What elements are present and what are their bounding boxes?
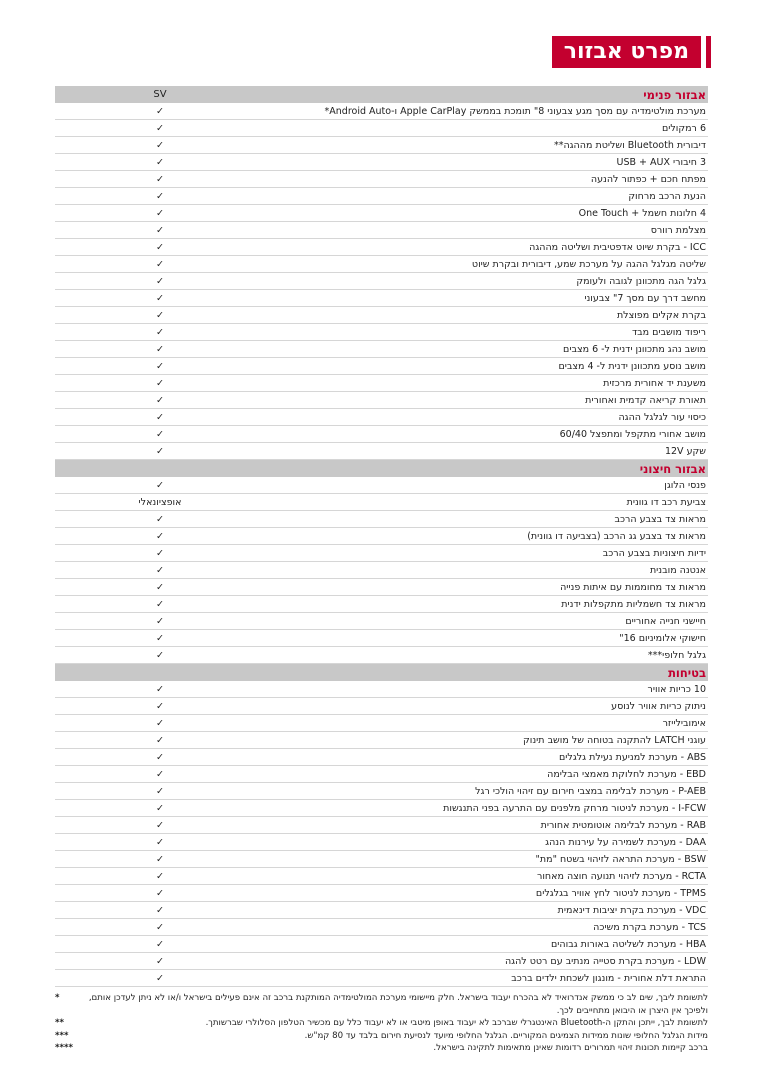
feature-name: ICC - בקרת שיוט אדפטיבית ושליטה מההגה (529, 241, 706, 253)
feature-value: ✓ (156, 105, 164, 117)
feature-value: ✓ (156, 615, 164, 627)
feature-name: עוגני LATCH להתקנה בטוחה של מושב תינוק (523, 734, 706, 746)
table-row (55, 324, 708, 341)
table-row (55, 868, 708, 885)
feature-value: ✓ (156, 224, 164, 236)
feature-value: ✓ (156, 564, 164, 576)
feature-value: ✓ (156, 377, 164, 389)
feature-name: RCTA - מערכת לזיהוי תנועה חוצה מאחור (536, 870, 706, 882)
table-row (55, 341, 708, 358)
feature-name: מושב נוסע מתכוונן ידנית ל- 4 מצבים (558, 360, 706, 372)
feature-value: ✓ (156, 343, 164, 355)
feature-value: ✓ (156, 632, 164, 644)
feature-name: 3 חיבורי USB + AUX (616, 156, 706, 168)
feature-name: RAB - מערכת לבלימה אוטומטית אחורית (540, 819, 706, 831)
feature-value: ✓ (156, 598, 164, 610)
table-row (55, 698, 708, 715)
feature-value: ✓ (156, 649, 164, 661)
table-row (55, 409, 708, 426)
feature-value: ✓ (156, 734, 164, 746)
feature-name: תאורת קריאה קדמית ואחורית (585, 394, 706, 406)
section-title: אבזור חיצוני (639, 461, 706, 476)
feature-name: מראות צד מחוממות עם איתות פנייה (560, 581, 706, 593)
feature-value: ✓ (156, 309, 164, 321)
feature-name: 4 חלונות חשמל + One Touch (578, 207, 706, 219)
feature-value: ✓ (156, 819, 164, 831)
footnote-marker: * (55, 993, 60, 1003)
feature-value: ✓ (156, 241, 164, 253)
table-row (55, 307, 708, 324)
feature-value: ✓ (156, 751, 164, 763)
table-row (55, 103, 708, 120)
table-row (55, 596, 708, 613)
feature-value: ✓ (156, 972, 164, 984)
footnotes (55, 992, 708, 1055)
feature-value: ✓ (156, 513, 164, 525)
feature-value: ✓ (156, 836, 164, 848)
feature-value: ✓ (156, 887, 164, 899)
page-title-block (552, 36, 711, 68)
table-row (55, 970, 708, 987)
footnote (55, 1030, 708, 1043)
feature-name: ABS - מערכת למניעת נעילת גלגלים (559, 751, 706, 763)
table-row (55, 188, 708, 205)
feature-name: דיבורית Bluetooth ושליטת מההגה** (553, 139, 706, 151)
footnote-marker: **** (55, 1043, 73, 1053)
table-row (55, 834, 708, 851)
feature-name: מראות צד בצבע גג הרכב (בצביעה דו גוונית) (527, 530, 706, 542)
feature-value: ✓ (156, 683, 164, 695)
feature-name: חיישני חנייה אחוריים (625, 615, 706, 627)
table-row (55, 443, 708, 460)
feature-name: ניתוק כריות אוויר לנוסע (611, 700, 706, 712)
feature-name: מפתח חכם + כפתור להנעה (590, 173, 706, 185)
feature-value: ✓ (156, 258, 164, 270)
feature-name: הנעת הרכב מרחוק (628, 190, 706, 202)
feature-name: TCS - מערכת בקרת משיכה (593, 921, 706, 933)
feature-name: שליטה מגלגל ההגה על מערכת שמע, דיבורית ובקרת שיוט (471, 258, 706, 270)
feature-name: מערכת מולטימדיה עם מסך מגע צבעוני 8" תומכת בממשק Apple CarPlay ו-Android Auto* (324, 105, 706, 117)
feature-name: LDW - מערכת בקרת סטייה מנתיב עם רטט להגה (504, 955, 706, 967)
spec-table (55, 86, 708, 987)
table-row (55, 273, 708, 290)
table-row (55, 783, 708, 800)
feature-name: מראות צד בצבע הרכב (614, 513, 706, 525)
page-title: מפרט אבזור (552, 36, 701, 68)
footnote-text: מידות הגלגל החלופי שונות ממידות הצמיגים המקוריים. הגלגל החלופי מיועד לנסיעת חירום בלבד עד 80 קמ"ש. (304, 1030, 708, 1041)
feature-name: משענת יד אחורית מרכזית (603, 377, 706, 389)
table-row (55, 766, 708, 783)
feature-name: מושב אחורי מתקפל ומתפצל 60/40 (559, 428, 706, 440)
feature-name: גלגל הגה מתכוונן לגובה ולעומק (576, 275, 706, 287)
feature-name: 10 כריות אוויר (647, 683, 706, 695)
feature-value: ✓ (156, 768, 164, 780)
feature-value: ✓ (156, 156, 164, 168)
title-accent-bar (706, 36, 711, 68)
feature-value: ✓ (156, 717, 164, 729)
feature-name: I-FCW - מערכת לניטור מרחק מלפנים עם התרעה בפני התנגשות (443, 802, 706, 814)
table-row (55, 494, 708, 511)
table-row (55, 375, 708, 392)
feature-value: ✓ (156, 530, 164, 542)
feature-value: ✓ (156, 938, 164, 950)
feature-value: ✓ (156, 870, 164, 882)
feature-name: TPMS - מערכת לניטור לחץ אוויר בגלגלים (535, 887, 706, 899)
section-header (55, 664, 708, 681)
feature-name: DAA - מערכת לשמירה על עירנות הנהג (545, 836, 706, 848)
feature-value: ✓ (156, 360, 164, 372)
section-header (55, 460, 708, 477)
feature-value: ✓ (156, 547, 164, 559)
table-row (55, 222, 708, 239)
feature-value: ✓ (156, 955, 164, 967)
table-row (55, 545, 708, 562)
footnote (55, 1042, 708, 1055)
feature-name: שקע 12V (664, 445, 706, 457)
feature-value: ✓ (156, 904, 164, 916)
footnote (55, 992, 708, 1017)
feature-name: גלגל חלופי*** (647, 649, 706, 661)
table-row (55, 477, 708, 494)
table-row (55, 647, 708, 664)
feature-value: ✓ (156, 445, 164, 457)
feature-name: מושב נהג מתכוונן ידנית ל- 6 מצבים (563, 343, 706, 355)
table-row (55, 171, 708, 188)
feature-name: HBA - מערכת לשליטה באורות גבוהים (550, 938, 706, 950)
table-row (55, 919, 708, 936)
table-row (55, 290, 708, 307)
feature-name: אנטנה מובנית (649, 564, 706, 576)
table-row (55, 613, 708, 630)
feature-name: כיסוי עור לגלגל ההגה (618, 411, 706, 423)
table-row (55, 749, 708, 766)
feature-name: VDC - מערכת בקרת יציבות דינאמית (557, 904, 706, 916)
feature-name: 6 רמקולים (661, 122, 706, 134)
feature-value: ✓ (156, 921, 164, 933)
table-row (55, 902, 708, 919)
footnote-text: ברכב קיימות תכונות זיהוי תמרורים רדומות שאינן מתאימות לתקינה בישראל. (433, 1043, 708, 1053)
feature-value: אופציונאלי (138, 496, 182, 508)
table-row (55, 137, 708, 154)
feature-name: צביעת רכב דו גוונית (626, 496, 706, 508)
feature-value: ✓ (156, 292, 164, 304)
feature-value: ✓ (156, 207, 164, 219)
table-row (55, 120, 708, 137)
table-row (55, 426, 708, 443)
section-title: אבזור פנימי (643, 87, 706, 102)
feature-name: P-AEB - מערכת לבלימה במצבי חירום עם זיהוי הולכי רגל (475, 785, 706, 797)
feature-value: ✓ (156, 394, 164, 406)
table-row (55, 579, 708, 596)
feature-value: ✓ (156, 190, 164, 202)
feature-name: מצלמת רוורס (650, 224, 706, 236)
table-row (55, 885, 708, 902)
feature-value: ✓ (156, 139, 164, 151)
feature-value: ✓ (156, 802, 164, 814)
table-row (55, 817, 708, 834)
table-row (55, 239, 708, 256)
feature-name: התראת דלת אחורית - מונגון לשכחת ילדים ברכב (511, 972, 706, 984)
table-row (55, 562, 708, 579)
table-row (55, 800, 708, 817)
feature-name: EBD - מערכת לחלוקת מאמצי הבלימה (547, 768, 706, 780)
table-row (55, 528, 708, 545)
table-row (55, 154, 708, 171)
feature-value: ✓ (156, 785, 164, 797)
table-row (55, 392, 708, 409)
feature-name: אימובילייזר (662, 717, 706, 729)
table-row (55, 358, 708, 375)
feature-value: ✓ (156, 326, 164, 338)
table-row (55, 953, 708, 970)
footnote-text: לתשומת ליבך, שים לב כי ממשק אנדרואיד לא בהכרח יעבוד בישראל. חלק מיישומי מערכת המולטימדיה המותקנת ברכב זה אינם פעילים בישראל ו/או לא ניתן לעדכן אותם, ולפיכך אין היצרן או היבואן מתחייבים לכך. (88, 993, 708, 1016)
feature-value: ✓ (156, 853, 164, 865)
table-row (55, 256, 708, 273)
feature-value: ✓ (156, 275, 164, 287)
section-title: בטיחות (668, 665, 706, 680)
table-row (55, 205, 708, 222)
footnote (55, 1017, 708, 1030)
feature-name: בקרת אקלים מפוצלת (616, 309, 706, 321)
section-header (55, 86, 708, 103)
footnote-marker: ** (55, 1018, 64, 1028)
footnote-marker: *** (55, 1030, 69, 1041)
feature-value: ✓ (156, 122, 164, 134)
table-row (55, 630, 708, 647)
feature-name: פנסי הלוגן (664, 479, 706, 491)
feature-value: ✓ (156, 411, 164, 423)
table-row (55, 511, 708, 528)
feature-name: BSW - מערכת התראה לזיהוי בשטח "מת" (535, 853, 706, 865)
feature-name: מחשב דרך עם מסך 7" צבעוני (584, 292, 706, 304)
table-row (55, 715, 708, 732)
table-row (55, 732, 708, 749)
table-row (55, 936, 708, 953)
section-column-label: SV (153, 89, 167, 100)
feature-value: ✓ (156, 700, 164, 712)
feature-value: ✓ (156, 479, 164, 491)
feature-value: ✓ (156, 428, 164, 440)
feature-value: ✓ (156, 581, 164, 593)
table-row (55, 681, 708, 698)
table-row (55, 851, 708, 868)
feature-name: ריפוד מושבים מבד (631, 326, 706, 338)
feature-value: ✓ (156, 173, 164, 185)
feature-name: מראות צד חשמליות מתקפלות ידנית (561, 598, 706, 610)
footnote-text: לתשומת לבך, ייתכן והתקן ה-Bluetooth האינטגרלי שברכב לא יעבוד באופן מיטבי או לא יעבוד כלל עם מכשיר הטלפון הסלולרי שברשותך. (205, 1018, 708, 1028)
feature-name: חישוקי אלומיניום 16" (619, 632, 706, 644)
feature-name: ידיות חיצוניות בצבע הרכב (602, 547, 706, 559)
